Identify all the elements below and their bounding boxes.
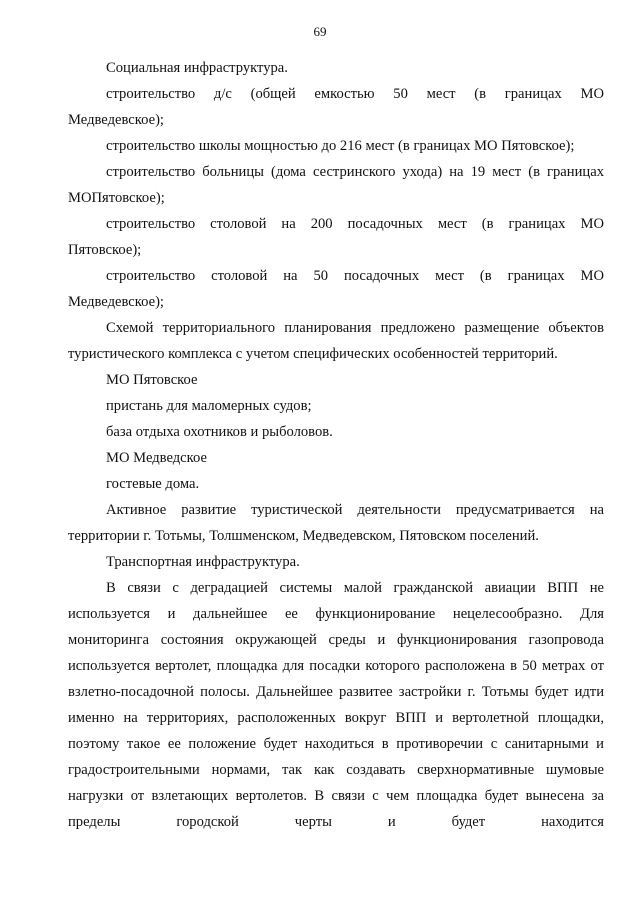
- body-text: [68, 55, 604, 835]
- list-item-recreation-base: база отдыха охотников и рыболовов.: [106, 424, 333, 440]
- heading-social-infrastructure: Социальная инфраструктура.: [106, 60, 288, 76]
- list-item-hospital: строительство больницы (дома сестринского ухода) на 19 мест (в границах МОПятовское);: [68, 164, 604, 206]
- paragraph-tourism-scheme: Схемой территориального планирования предложено размещение объектов туристического комплекса с учетом специфических особенностей территорий.: [68, 320, 604, 362]
- list-item-canteen-200: строительство столовой на 200 посадочных мест (в границах МО Пятовское);: [68, 216, 604, 258]
- list-item-kindergarten: строительство д/с (общей емкостью 50 мест (в границах МО Медведевское);: [68, 86, 604, 128]
- heading-transport-infrastructure: Транспортная инфраструктура.: [106, 554, 300, 570]
- list-item-canteen-50: строительство столовой на 50 посадочных мест (в границах МО Медведевское);: [68, 268, 604, 310]
- list-item-guest-houses: гостевые дома.: [106, 476, 200, 492]
- list-item-school: строительство школы мощностью до 216 мест (в границах МО Пятовское);: [106, 138, 575, 154]
- paragraph-aviation: В связи с деградацией системы малой гражданской авиации ВПП не используется и дальнейшее ее функционирование нецелесообразно. Для мониторинга состояния окружающей среды и функционирования газопровода используется вертолет, площадка для посадки которого расположена в 50 метрах от взлетно-посадочной полосы. Дальнейшее развитее застройки г. Тотьмы будет идти именно на территориях, расположенных вокруг ВПП и вертолетной площадки, поэтому такое ее положение будет находиться в противоречии с санитарными и градостроительными нормами, так как создавать сверхнормативные шумовые нагрузки от взлетающих вертолетов. В связи с чем площадка будет вынесена за пределы городской черты и будет находится: [68, 580, 604, 830]
- list-item-pier: пристань для маломерных судов;: [106, 398, 312, 414]
- paragraph-tourism-development: Активное развитие туристической деятельности предусматривается на территории г. Тотьмы, Толшменском, Медведевском, Пятовском поселений.: [68, 502, 604, 544]
- subheading-mo-medvedskoe: МО Медведское: [106, 450, 207, 466]
- subheading-mo-pyatovskoe: МО Пятовское: [106, 372, 198, 388]
- page-number: 69: [313, 24, 327, 39]
